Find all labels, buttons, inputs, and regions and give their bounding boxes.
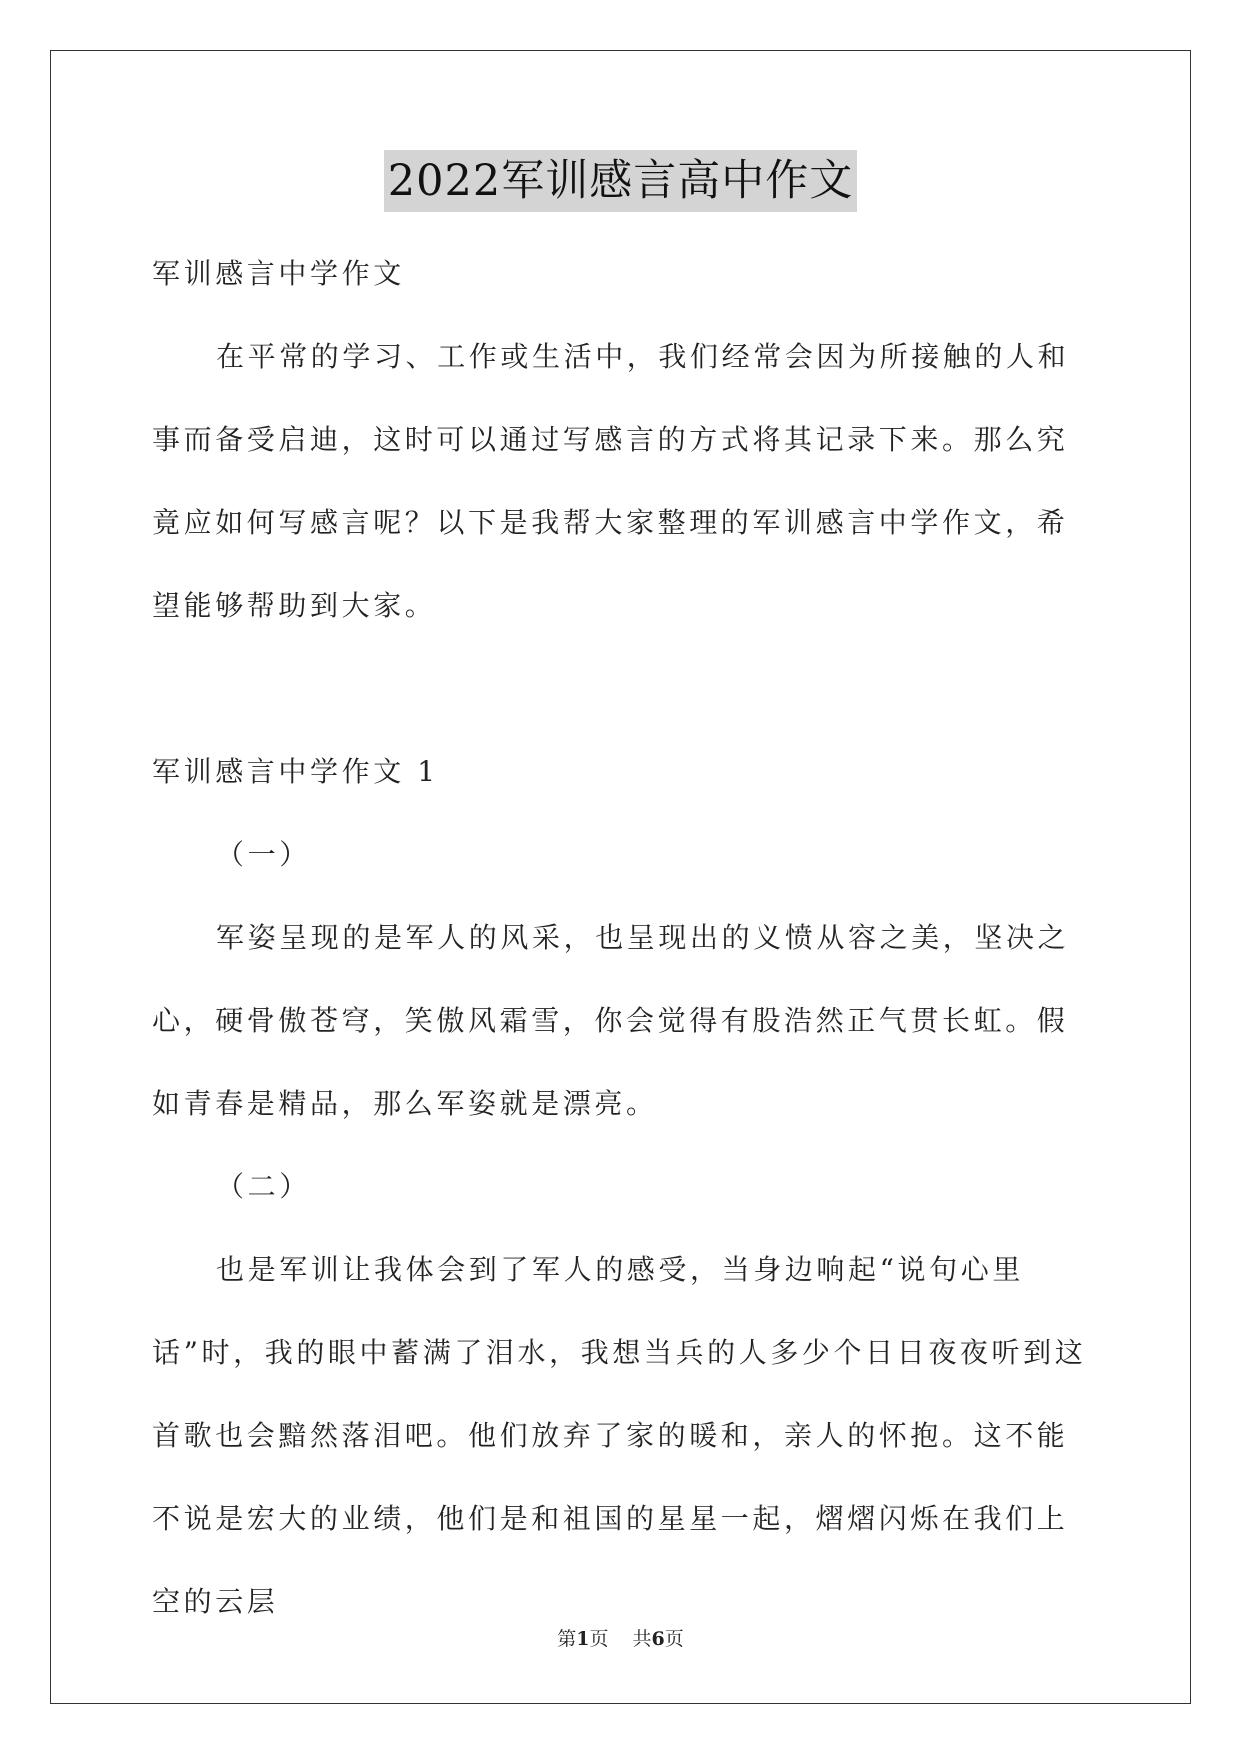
total-suffix: 页 <box>664 1628 684 1650</box>
subtitle: 军训感言中学作文 <box>152 257 405 290</box>
part1-label: （一） <box>216 838 311 871</box>
document-title: 2022军训感言高中作文 <box>384 150 857 212</box>
page-suffix: 页 <box>589 1628 609 1650</box>
total-pages: 6 <box>651 1628 665 1650</box>
title-container <box>0 150 1241 212</box>
part2-label: （二） <box>216 1170 311 1203</box>
part2-paragraph: 也是军训让我体会到了军人的感受，当身边响起“说句心里话”时，我的眼中蓄满了泪水，我想当兵的人多少个日日夜夜听到这首歌也会黯然落泪吧。他们放弃了家的暖和，亲人的怀抱。这不能不说是宏大的业绩，他们是和祖国的星星一起，熠熠闪烁在我们上空的云层 <box>152 1253 1087 1618</box>
page-footer <box>0 1624 1241 1651</box>
intro-paragraph: 在平常的学习、工作或生活中，我们经常会因为所接触的人和事而备受启迪，这时可以通过写感言的方式将其记录下来。那么究竟应如何写感言呢？以下是我帮大家整理的军训感言中学作文，希望能够帮助到大家。 <box>152 340 1070 622</box>
document-body <box>152 232 1092 1643</box>
total-prefix: 共 <box>632 1628 652 1650</box>
page-prefix: 第 <box>557 1628 577 1650</box>
section-heading: 军训感言中学作文 1 <box>152 755 439 788</box>
page-number: 1 <box>576 1628 590 1650</box>
part1-paragraph: 军姿呈现的是军人的风采，也呈现出的义愤从容之美，坚决之心，硬骨傲苍穹，笑傲风霜雪，你会觉得有股浩然正气贯长虹。假如青春是精品，那么军姿就是漂亮。 <box>152 921 1070 1120</box>
